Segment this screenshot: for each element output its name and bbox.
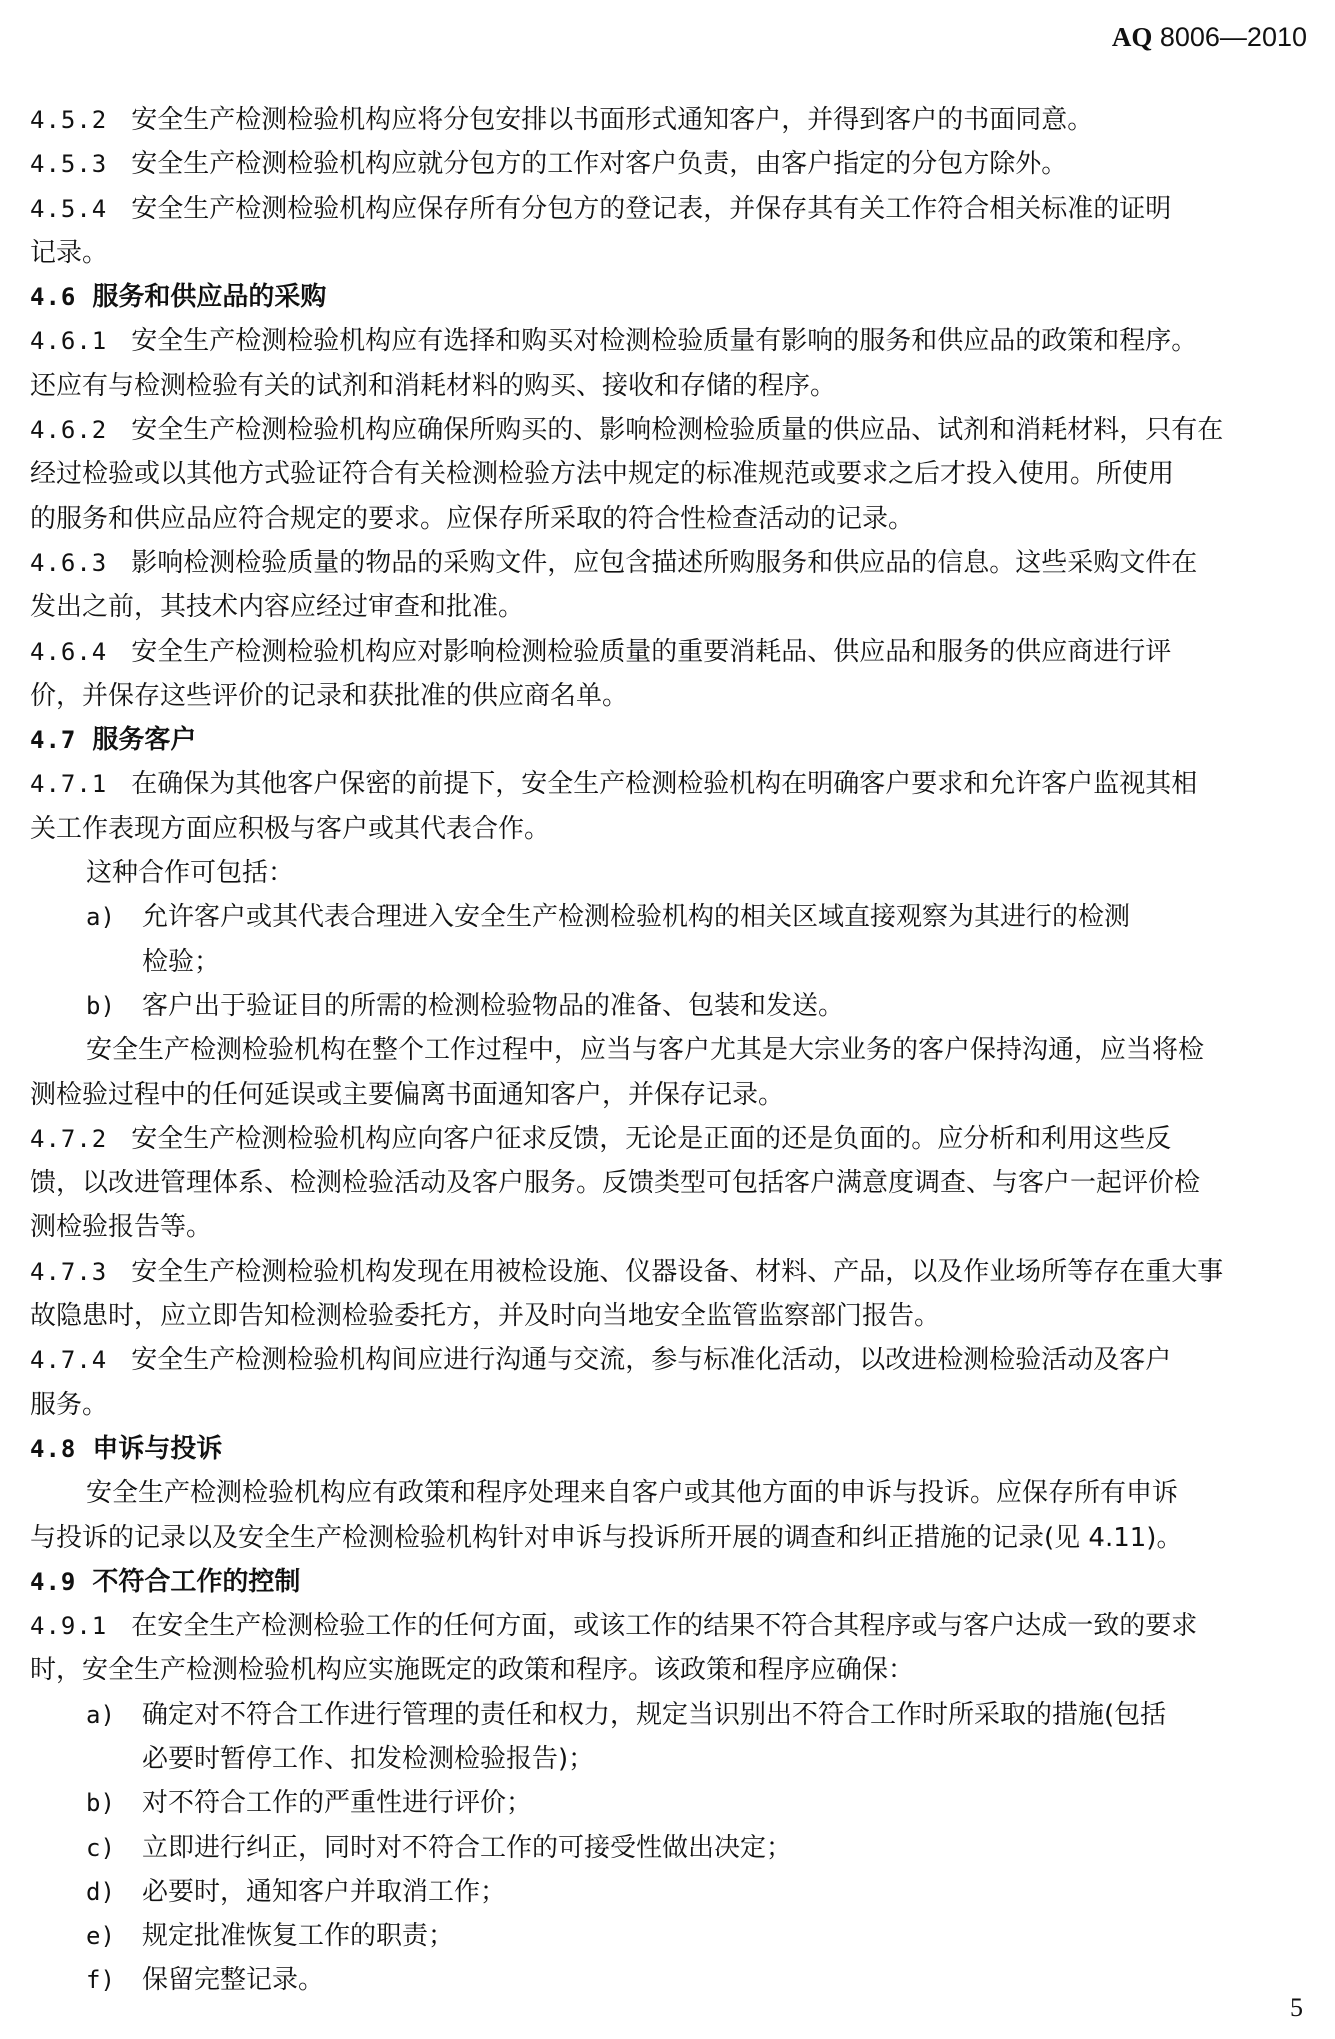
paragraph-text: 与投诉的记录以及安全生产检测检验机构针对申诉与投诉所开展的调查和纠正措施的记录(见 4.11)。 bbox=[30, 1522, 1183, 1553]
list-marker: b) bbox=[86, 1789, 115, 1818]
list-item-text: 必要时暂停工作、扣发检测检验报告)； bbox=[142, 1743, 595, 1774]
list-item-text: 对不符合工作的严重性进行评价； bbox=[142, 1788, 533, 1819]
list-item-text: 允许客户或其代表合理进入安全生产检测检验机构的相关区域直接观察为其进行的检测 bbox=[142, 902, 1131, 933]
continuation-line bbox=[30, 1161, 1310, 1205]
clause-number: 4.8 bbox=[30, 1434, 77, 1463]
continuation-line bbox=[30, 1516, 1310, 1560]
list-item-text: 客户出于验证目的所需的检测检验物品的准备、包装和发送。 bbox=[142, 990, 845, 1021]
clause-text: 申诉与投诉 bbox=[92, 1433, 223, 1464]
paragraph-line bbox=[30, 1028, 1310, 1072]
clause-number: 4.5.4 bbox=[30, 194, 108, 223]
continuation-line bbox=[30, 1073, 1310, 1117]
list-item bbox=[30, 895, 1310, 939]
paragraph-text: 测检验报告等。 bbox=[30, 1212, 213, 1243]
clause-line bbox=[30, 408, 1310, 452]
clause-text: 安全生产检测检验机构应对影响检测检验质量的重要消耗品、供应品和服务的供应商进行评 bbox=[131, 636, 1172, 667]
list-item-text: 必要时，通知客户并取消工作； bbox=[142, 1876, 507, 1907]
continuation-line bbox=[30, 1648, 1310, 1692]
clause-line bbox=[30, 762, 1310, 806]
clause-text: 服务和供应品的采购 bbox=[92, 282, 327, 313]
list-marker: c) bbox=[86, 1833, 115, 1862]
paragraph-text: 安全生产检测检验机构应有政策和程序处理来自客户或其他方面的申诉与投诉。应保存所有申诉 bbox=[86, 1478, 1179, 1509]
clause-line bbox=[30, 630, 1310, 674]
clause-number: 4.5.2 bbox=[30, 106, 108, 134]
clause-text: 安全生产检测检验机构应向客户征求反馈，无论是正面的还是负面的。应分析和利用这些反 bbox=[131, 1123, 1172, 1154]
clause-number: 4.9.1 bbox=[30, 1612, 108, 1641]
clause-line bbox=[30, 1117, 1310, 1161]
clause-number: 4.5.3 bbox=[30, 150, 108, 179]
section-heading bbox=[30, 718, 1310, 762]
list-item bbox=[30, 1826, 1310, 1870]
clause-number: 4.6.1 bbox=[30, 327, 108, 356]
clause-text: 安全生产检测检验机构应将分包安排以书面形式通知客户，并得到客户的书面同意。 bbox=[131, 105, 1094, 135]
clause-line bbox=[30, 541, 1310, 585]
list-marker: b) bbox=[86, 991, 115, 1020]
clause-text: 影响检测检验质量的物品的采购文件，应包含描述所购服务和供应品的信息。这些采购文件在 bbox=[131, 547, 1198, 578]
list-item-continuation bbox=[30, 1737, 1310, 1781]
list-item-text: 检验； bbox=[142, 946, 221, 977]
standard-code-number: 8006—2010 bbox=[1152, 22, 1307, 52]
paragraph-line bbox=[30, 1471, 1310, 1515]
continuation-line bbox=[30, 1294, 1310, 1338]
list-marker: a) bbox=[86, 1700, 115, 1729]
list-item bbox=[30, 1693, 1310, 1737]
clause-number: 4.6.3 bbox=[30, 548, 108, 577]
list-item bbox=[30, 1781, 1310, 1825]
list-item bbox=[30, 1870, 1310, 1914]
clause-line bbox=[30, 98, 1310, 142]
clause-number: 4.7.1 bbox=[30, 770, 108, 799]
section-heading bbox=[30, 1560, 1310, 1604]
list-item bbox=[30, 1914, 1310, 1958]
list-item-text: 规定批准恢复工作的职责； bbox=[142, 1921, 455, 1952]
clause-line bbox=[30, 1338, 1310, 1382]
clause-text: 不符合工作的控制 bbox=[92, 1566, 301, 1597]
document-body bbox=[30, 98, 1310, 2003]
standard-code-prefix: AQ bbox=[1111, 22, 1153, 52]
paragraph-text: 经过检验或以其他方式验证符合有关检测检验方法中规定的标准规范或要求之后才投入使用。所使用 bbox=[30, 459, 1175, 490]
list-item-text: 确定对不符合工作进行管理的责任和权力，规定当识别出不符合工作时所采取的措施(包括 bbox=[142, 1699, 1167, 1730]
continuation-line bbox=[30, 807, 1310, 851]
continuation-line bbox=[30, 674, 1310, 718]
list-marker: d) bbox=[86, 1877, 115, 1906]
clause-number: 4.7.2 bbox=[30, 1124, 108, 1153]
paragraph-text: 测检验过程中的任何延误或主要偏离书面通知客户，并保存记录。 bbox=[30, 1079, 785, 1110]
continuation-line bbox=[30, 452, 1310, 496]
paragraph-text: 馈，以改进管理体系、检测检验活动及客户服务。反馈类型可包括客户满意度调查、与客户一起评价检 bbox=[30, 1168, 1201, 1199]
clause-number: 4.7 bbox=[30, 726, 77, 755]
clause-text: 在确保为其他客户保密的前提下，安全生产检测检验机构在明确客户要求和允许客户监视其相 bbox=[131, 769, 1198, 800]
list-item-continuation bbox=[30, 940, 1310, 984]
paragraph-text: 还应有与检测检验有关的试剂和消耗材料的购买、接收和存储的程序。 bbox=[30, 370, 837, 401]
clause-number: 4.9 bbox=[30, 1567, 77, 1596]
continuation-line bbox=[30, 1205, 1310, 1249]
paragraph-text: 关工作表现方面应积极与客户或其代表合作。 bbox=[30, 813, 551, 844]
clause-text: 安全生产检测检验机构应就分包方的工作对客户负责，由客户指定的分包方除外。 bbox=[131, 149, 1068, 180]
paragraph-text: 服务。 bbox=[30, 1389, 109, 1420]
clause-line bbox=[30, 1604, 1310, 1648]
list-marker: e) bbox=[86, 1922, 115, 1951]
list-item-text: 保留完整记录。 bbox=[142, 1965, 325, 1996]
continuation-line bbox=[30, 497, 1310, 541]
continuation-line bbox=[30, 1383, 1310, 1427]
clause-number: 4.7.3 bbox=[30, 1257, 108, 1286]
section-heading bbox=[30, 275, 1310, 319]
continuation-line bbox=[30, 364, 1310, 408]
list-marker: f) bbox=[86, 1966, 115, 1995]
clause-text: 在安全生产检测检验工作的任何方面，或该工作的结果不符合其程序或与客户达成一致的要求 bbox=[131, 1611, 1198, 1642]
continuation-line bbox=[30, 585, 1310, 629]
clause-text: 安全生产检测检验机构应有选择和购买对检测检验质量有影响的服务和供应品的政策和程序。 bbox=[131, 326, 1198, 357]
clause-text: 安全生产检测检验机构应保存所有分包方的登记表，并保存其有关工作符合相关标准的证明 bbox=[131, 193, 1172, 224]
section-heading bbox=[30, 1427, 1310, 1471]
clause-line bbox=[30, 1250, 1310, 1294]
clause-number: 4.6.2 bbox=[30, 416, 108, 445]
clause-text: 服务客户 bbox=[92, 725, 197, 756]
paragraph-text: 时，安全生产检测检验机构应实施既定的政策和程序。该政策和程序应确保： bbox=[30, 1655, 915, 1686]
paragraph-text: 这种合作可包括： bbox=[86, 858, 295, 889]
paragraph-text: 价，并保存这些评价的记录和获批准的供应商名单。 bbox=[30, 680, 629, 711]
list-item-text: 立即进行纠正，同时对不符合工作的可接受性做出决定； bbox=[142, 1832, 793, 1863]
paragraph-text: 记录。 bbox=[30, 237, 109, 268]
page-number: 5 bbox=[1290, 1993, 1303, 2022]
continuation-line bbox=[30, 231, 1310, 275]
clause-number: 4.6 bbox=[30, 283, 77, 312]
list-marker: a) bbox=[86, 903, 115, 932]
clause-text: 安全生产检测检验机构发现在用被检设施、仪器设备、材料、产品，以及作业场所等存在重大事 bbox=[131, 1256, 1224, 1287]
clause-line bbox=[30, 187, 1310, 231]
clause-text: 安全生产检测检验机构应确保所购买的、影响检测检验质量的供应品、试剂和消耗材料，只有在 bbox=[131, 415, 1224, 446]
paragraph-text: 的服务和供应品应符合规定的要求。应保存所采取的符合性检查活动的记录。 bbox=[30, 503, 915, 534]
paragraph-text: 故隐患时，应立即告知检测检验委托方，并及时向当地安全监管监察部门报告。 bbox=[30, 1301, 941, 1332]
clause-text: 安全生产检测检验机构间应进行沟通与交流，参与标准化活动，以改进检测检验活动及客户 bbox=[131, 1345, 1172, 1376]
clause-number: 4.7.4 bbox=[30, 1346, 108, 1375]
paragraph-line bbox=[30, 851, 1310, 895]
clause-number: 4.6.4 bbox=[30, 637, 108, 666]
standard-code bbox=[1112, 22, 1307, 53]
paragraph-text: 发出之前，其技术内容应经过审查和批准。 bbox=[30, 592, 525, 623]
clause-line bbox=[30, 319, 1310, 363]
list-item bbox=[30, 984, 1310, 1028]
list-item bbox=[30, 1958, 1310, 2002]
clause-line bbox=[30, 142, 1310, 186]
paragraph-text: 安全生产检测检验机构在整个工作过程中，应当与客户尤其是大宗业务的客户保持沟通，应当将检 bbox=[86, 1035, 1205, 1066]
